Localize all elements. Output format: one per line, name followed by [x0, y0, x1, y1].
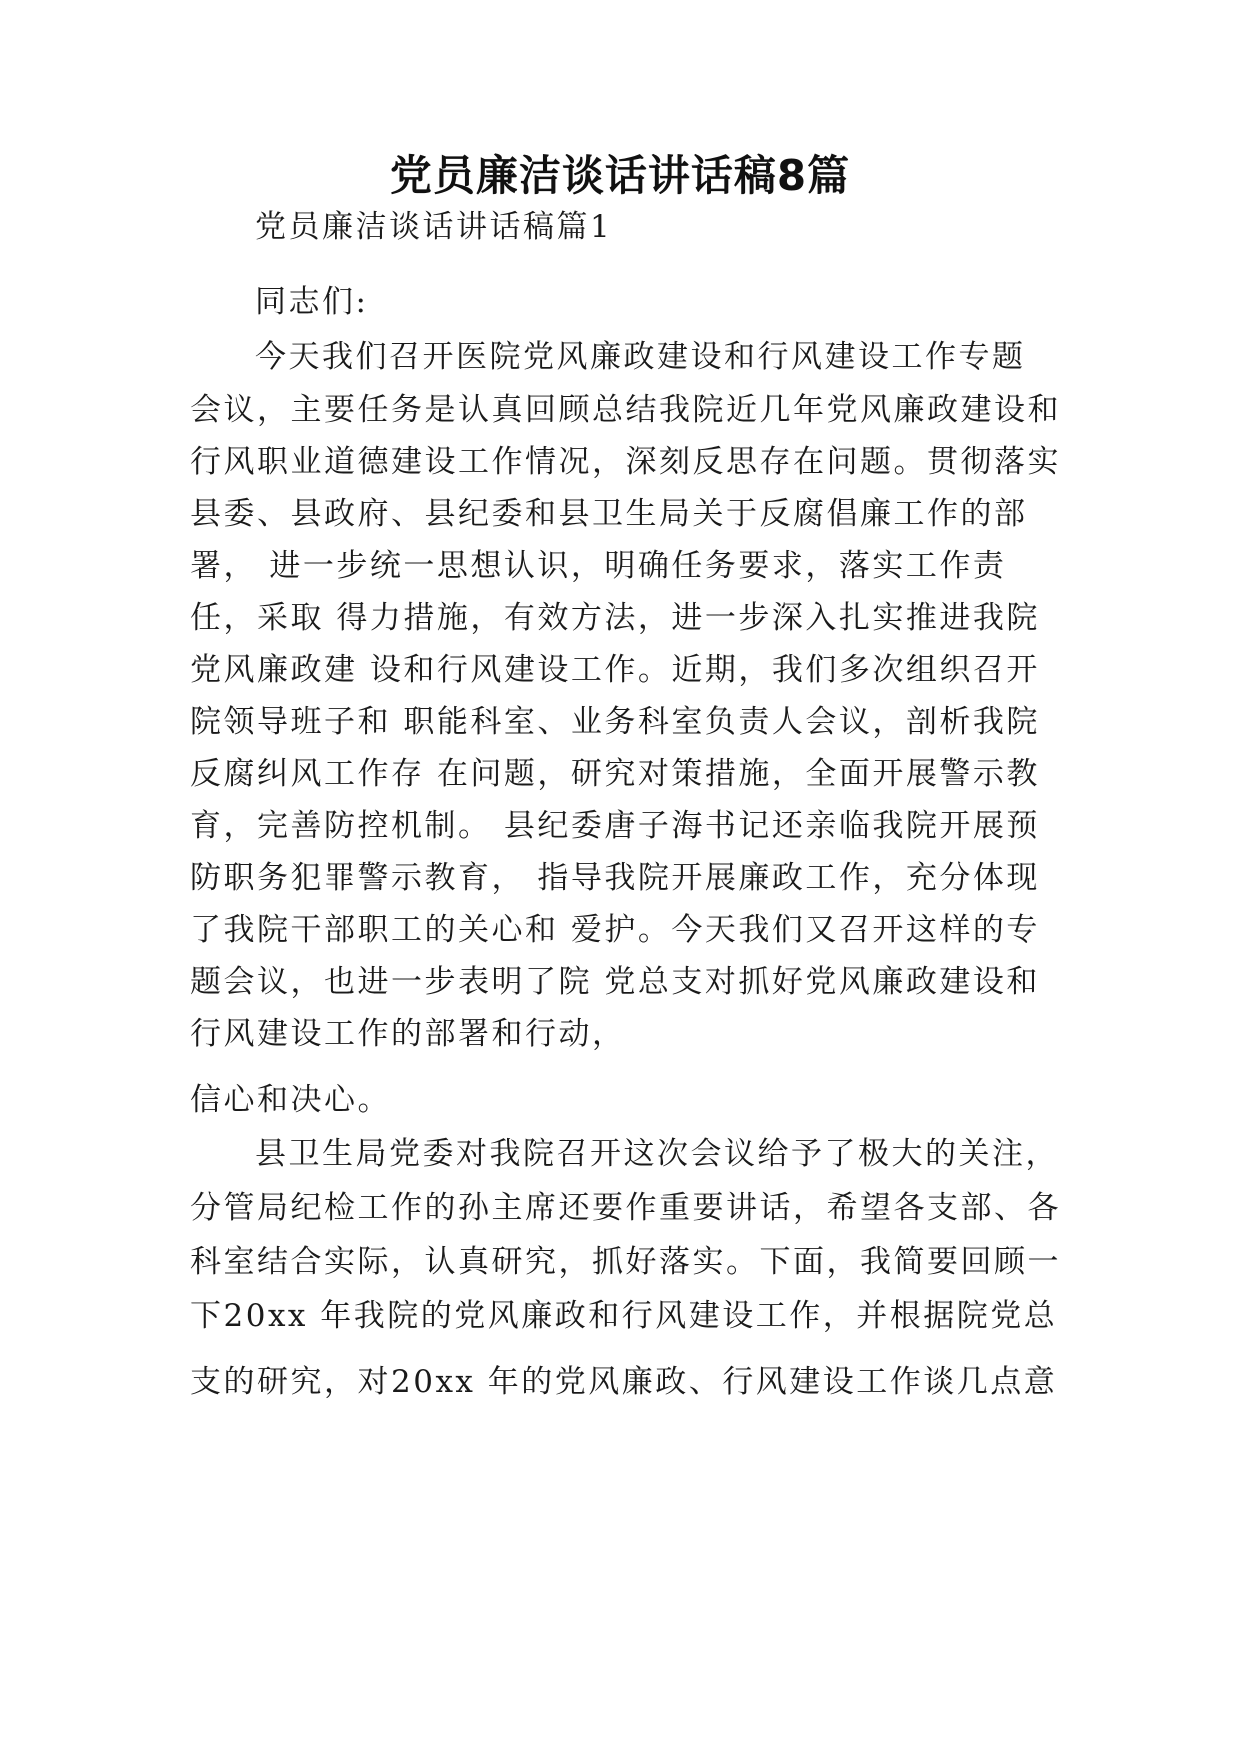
section-heading: 党员廉洁谈话讲话稿篇1 [255, 209, 613, 245]
paragraph-line: 下20xx 年我院的党风廉政和行风建设工作，并根据院党总 [190, 1298, 1058, 1334]
paragraph-line: 信心和决心。 [190, 1082, 391, 1118]
paragraph-line: 会议，主要任务是认真回顾总结我院近几年党风廉政建设和 [190, 392, 1061, 428]
document-title: 党员廉洁谈话讲话稿8篇 [389, 151, 851, 200]
paragraph-line: 反腐纠风工作存 在问题，研究对策措施，全面开展警示教 [190, 756, 1040, 792]
paragraph-line: 今天我们召开医院党风廉政建设和行风建设工作专题 [255, 339, 1026, 375]
paragraph-line: 了我院干部职工的关心和 爱护。今天我们又召开这样的专 [190, 912, 1040, 948]
greeting: 同志们: [255, 284, 369, 320]
paragraph-line: 院领导班子和 职能科室、业务科室负责人会议，剖析我院 [190, 704, 1040, 740]
paragraph-line: 县卫生局党委对我院召开这次会议给予了极大的关注， [255, 1136, 1059, 1172]
paragraph-line: 行风建设工作的部署和行动， [190, 1016, 626, 1052]
paragraph-line: 县委、县政府、县纪委和县卫生局关于反腐倡廉工作的部 [190, 496, 1028, 532]
paragraph-line: 科室结合实际，认真研究，抓好落实。下面，我简要回顾一 [190, 1244, 1061, 1280]
paragraph-line: 分管局纪检工作的孙主席还要作重要讲话，希望各支部、各 [190, 1190, 1061, 1226]
paragraph-line: 题会议，也进一步表明了院 党总支对抓好党风廉政建设和 [190, 964, 1040, 1000]
paragraph-line: 署， 进一步统一思想认识，明确任务要求，落实工作责 [190, 548, 1007, 584]
paragraph-line: 行风职业道德建设工作情况，深刻反思存在问题。贯彻落实 [190, 444, 1061, 480]
paragraph-line: 育，完善防控机制。 县纪委唐子海书记还亲临我院开展预 [190, 808, 1040, 844]
paragraph-line: 任，采取 得力措施，有效方法，进一步深入扎实推进我院 [190, 600, 1040, 636]
paragraph-line: 支的研究，对20xx 年的党风廉政、行风建设工作谈几点意 [190, 1364, 1058, 1400]
paragraph-line: 防职务犯罪警示教育， 指导我院开展廉政工作，充分体现 [190, 860, 1040, 896]
paragraph-line: 党风廉政建 设和行风建设工作。近期，我们多次组织召开 [190, 652, 1040, 688]
